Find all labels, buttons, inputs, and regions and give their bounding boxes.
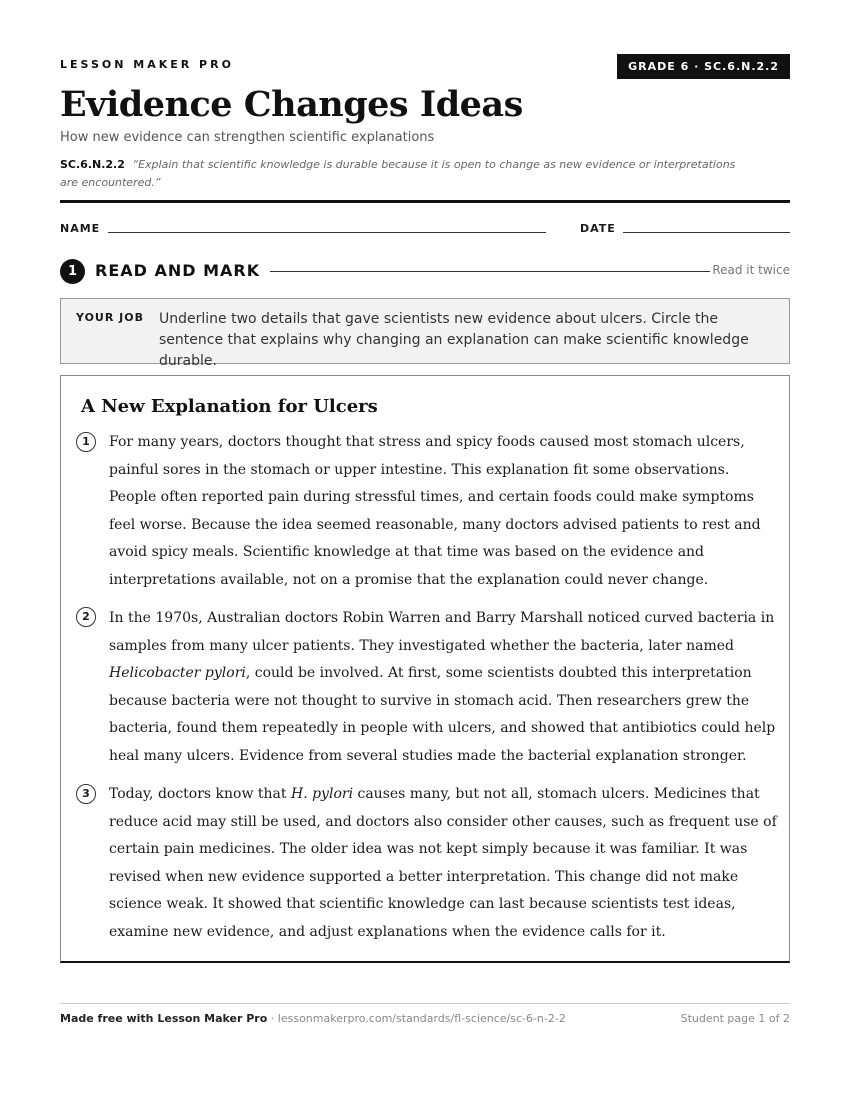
paragraph-3 (109, 781, 779, 946)
worksheet-title: Evidence Changes Ideas (60, 84, 523, 125)
standard-code: SC.6.N.2.2 (60, 158, 125, 171)
standard-statement (60, 156, 750, 192)
paragraph-number: 1 (76, 432, 96, 452)
standard-text: “Explain that scientific knowledge is durable because it is open to change as new evidence or interpretations are encountered.” (60, 158, 736, 189)
footer-made-with: Made free with Lesson Maker Pro (60, 1012, 268, 1025)
footer-separator: · (267, 1012, 278, 1025)
section-rule (270, 271, 710, 272)
paragraph-2-text-start: In the 1970s, Australian doctors Robin Warren and Barry Marshall noticed curved bacteria in samples from many ulcer patients. They investigated whether the bacteria, later named (109, 610, 775, 654)
your-job-label: YOUR JOB (76, 311, 144, 324)
your-job-box (60, 298, 790, 369)
paragraph-number: 2 (76, 607, 96, 627)
footer-credit (60, 1012, 566, 1025)
section-note: Read it twice (712, 263, 790, 277)
name-label: NAME (60, 222, 101, 235)
section-title: READ AND MARK (95, 261, 261, 280)
paragraph-3-text-start: Today, doctors know that (109, 786, 291, 802)
paragraph-3-text-end: causes many, but not all, stomach ulcers. Medicines that reduce acid may still be used, and doctors also consider other causes, such as frequent use of certain pain medicines. The older idea was not kept simply because it was familiar. It was revised when new evidence supported a better interpretation. This change did not make science weak. It showed that scientific knowledge can last because scientists test ideas, examine new evidence, and adjust explanations when the evidence calls for it. (109, 786, 777, 940)
paragraph-1: For many years, doctors thought that stress and spicy foods caused most stomach ulcers, painful sores in the stomach or upper intestine. This explanation fit some observations. People often reported pain during stressful times, and certain foods could make symptoms feel worse. Because the idea seemed reasonable, many doctors advised patients to rest and avoid spicy meals. Scientific knowledge at that time was based on the evidence and interpretations available, not on a promise that the explanation could never change. (109, 434, 761, 588)
header-divider (60, 200, 790, 203)
footer-divider (60, 1003, 790, 1004)
page-indicator: Student page 1 of 2 (680, 1012, 790, 1025)
brand-name: LESSON MAKER PRO (60, 58, 234, 71)
footer-url-link[interactable]: lessonmakerpro.com/standards/fl-science/sc-6-n-2-2 (277, 1012, 566, 1025)
passage-title: A New Explanation for Ulcers (81, 396, 378, 417)
paragraph-2-text-end: , could be involved. At first, some scientists doubted this interpretation because bacteria were not thought to survive in stomach acid. Then researchers grew the bacteria, found them repeatedly in people with ulcers, and showed that antibiotics could help heal many ulcers. Evidence from several studies made the bacterial explanation stronger. (109, 665, 776, 764)
name-write-line[interactable] (108, 232, 546, 233)
paragraph-number: 3 (76, 784, 96, 804)
paragraph-2 (109, 605, 779, 770)
worksheet-subtitle: How new evidence can strengthen scientific explanations (60, 130, 435, 145)
species-name: Helicobacter pylori (109, 665, 246, 681)
species-abbreviation: H. pylori (290, 786, 354, 802)
section-number-badge: 1 (60, 259, 85, 284)
your-job-instructions: Underline two details that gave scientists new evidence about ulcers. Circle the sentence that explains why changing an explanation can make scientific knowledge durable. (159, 311, 749, 369)
reading-passage (60, 375, 790, 963)
grade-standard-badge: GRADE 6 · SC.6.N.2.2 (617, 54, 790, 79)
date-write-line[interactable] (623, 232, 790, 233)
date-label: DATE (580, 222, 616, 235)
